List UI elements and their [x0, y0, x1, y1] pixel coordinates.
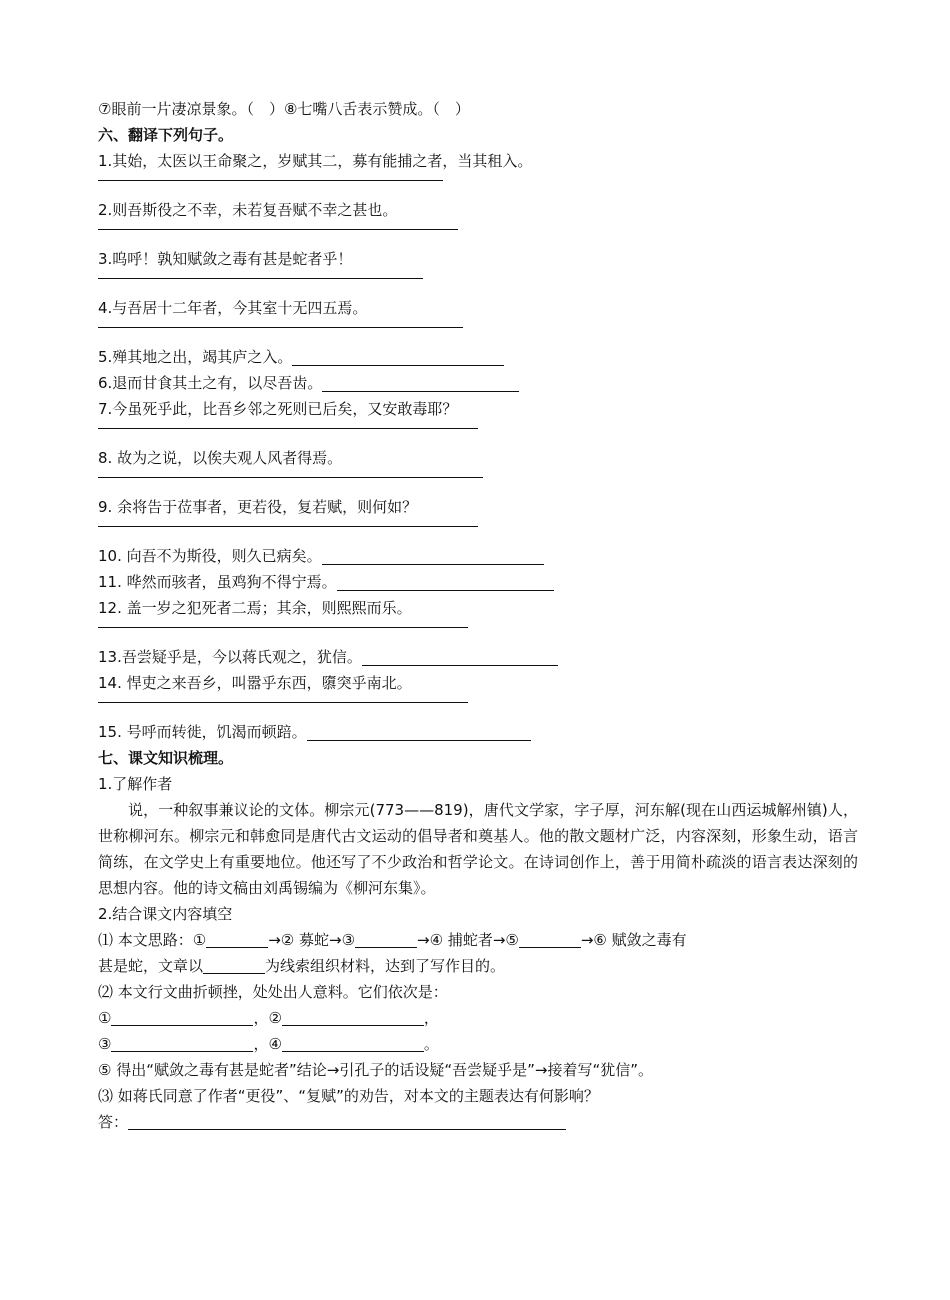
- circle-2: ，②: [253, 1009, 282, 1027]
- answer-line-9[interactable]: [98, 520, 478, 527]
- q1-part-a: ⑴ 本文思路：①: [98, 931, 207, 949]
- q1-part-e: 甚是蛇，文章以: [98, 957, 204, 975]
- fill-blank-twist-2[interactable]: [282, 1010, 424, 1026]
- sentence-11: [98, 569, 858, 595]
- answer-blank-11[interactable]: [337, 574, 554, 591]
- sentence-5: [98, 344, 858, 370]
- answer-row: [98, 1109, 858, 1135]
- choice-item-8: ⑧七嘴八舌表示赞成。（ ）: [283, 100, 470, 118]
- sentence-11-text: 11. 哗然而骇者，虽鸡狗不得宁焉。: [98, 573, 337, 591]
- answer-blank-6[interactable]: [322, 375, 519, 392]
- fill-blank-5[interactable]: [519, 932, 581, 948]
- fill-blank-twist-1[interactable]: [111, 1010, 253, 1026]
- section-6-title: 六、翻译下列句子。: [98, 126, 234, 144]
- fill-blank-clue[interactable]: [203, 958, 265, 974]
- circle-1: ①: [98, 1009, 112, 1027]
- fill-blank-twist-4[interactable]: [282, 1036, 424, 1052]
- answer-line-7[interactable]: [98, 422, 478, 429]
- row-2-period: 。: [423, 1035, 439, 1053]
- sentence-14: 14. 悍吏之来吾乡，叫嚣乎东西，隳突乎南北。: [98, 674, 412, 692]
- answer-blank-10[interactable]: [322, 548, 544, 565]
- question-2-row-1: [98, 1005, 858, 1031]
- subsection-fill: 2.结合课文内容填空: [98, 905, 233, 923]
- sentence-10-text: 10. 向吾不为斯役，则久已病矣。: [98, 547, 322, 565]
- fill-blank-twist-3[interactable]: [111, 1036, 253, 1052]
- sentence-8: 8. 故为之说，以俟夫观人风者得焉。: [98, 449, 343, 467]
- author-paragraph: 说，一种叙事兼议论的文体。柳宗元(773——819)，唐代文学家，字子厚，河东解(现在山西运城解州镇)人，世称柳河东。柳宗元和韩愈同是唐代古文运动的倡导者和奠基人。他的散文题材广泛，内容深刻，形象生动，语言简练，在文学史上有重要地位。他还写了不少政治和哲学论文。在诗词创作上，善于用简朴疏淡的语言表达深刻的思想内容。他的诗文稿由刘禹锡编为《柳河东集》。: [98, 801, 858, 897]
- row-1-comma: ，: [423, 1009, 439, 1027]
- sentence-4: 4.与吾居十二年者，今其室十无四五焉。: [98, 299, 368, 317]
- answer-line-14[interactable]: [98, 696, 468, 703]
- sentence-13-text: 13.吾尝疑乎是，今以蒋氏观之，犹信。: [98, 648, 362, 666]
- sentence-6: [98, 370, 858, 396]
- answer-blank-final[interactable]: [128, 1114, 566, 1130]
- answer-blank-15[interactable]: [307, 724, 531, 741]
- sentence-10: [98, 543, 858, 569]
- question-3: ⑶ 如蒋氏同意了作者“更役”、“复赋”的劝告，对本文的主题表达有何影响？: [98, 1087, 599, 1105]
- q1-part-f: 为线索组织材料，达到了写作目的。: [265, 957, 506, 975]
- sentence-2: 2.则吾斯役之不幸，未若复吾赋不幸之甚也。: [98, 201, 398, 219]
- choice-item-7: ⑦眼前一片凄凉景象。（ ）: [98, 100, 284, 118]
- sentence-3: 3.呜呼！孰知赋敛之毒有甚是蛇者乎！: [98, 250, 353, 268]
- answer-line-1[interactable]: [98, 174, 443, 181]
- sentence-15-text: 15. 号呼而转徙，饥渴而顿踣。: [98, 723, 307, 741]
- choice-line: [98, 96, 858, 122]
- q1-part-c: →④ 捕蛇者→⑤: [417, 931, 519, 949]
- q1-part-b: →② 募蛇→③: [268, 931, 356, 949]
- circle-3: ③: [98, 1035, 112, 1053]
- sentence-7: 7.今虽死乎此，比吾乡邻之死则已后矣，又安敢毒耶？: [98, 400, 458, 418]
- answer-blank-13[interactable]: [362, 649, 558, 666]
- fill-blank-3[interactable]: [355, 932, 417, 948]
- q1-part-d: →⑥ 赋敛之毒有: [580, 931, 687, 949]
- sentence-6-text: 6.退而甘食其土之有，以尽吾齿。: [98, 374, 323, 392]
- answer-line-4[interactable]: [98, 321, 463, 328]
- section-7-title: 七、课文知识梳理。: [98, 749, 234, 767]
- sentence-15: [98, 719, 858, 745]
- sentence-9: 9. 余将告于莅事者，更若役，复若赋，则何如？: [98, 498, 418, 516]
- answer-label: 答：: [98, 1113, 129, 1131]
- answer-line-8[interactable]: [98, 471, 483, 478]
- circle-4: ，④: [253, 1035, 282, 1053]
- fill-blank-1[interactable]: [206, 932, 268, 948]
- worksheet-page: [98, 96, 858, 1135]
- question-2-item-5: ⑤ 得出“赋敛之毒有甚是蛇者”结论→引孔子的话设疑“吾尝疑乎是”→接着写“犹信”。: [98, 1061, 653, 1079]
- subsection-author: 1.了解作者: [98, 775, 173, 793]
- question-2-row-2: [98, 1031, 858, 1057]
- sentence-1: 1.其始，太医以王命聚之，岁赋其二，募有能捕之者，当其租入。: [98, 152, 533, 170]
- sentence-13: [98, 644, 858, 670]
- answer-line-12[interactable]: [98, 621, 468, 628]
- answer-line-2[interactable]: [98, 223, 458, 230]
- question-1-line-1: [98, 927, 858, 953]
- question-1-line-2: [98, 953, 858, 979]
- question-2: ⑵ 本文行文曲折顿挫，处处出人意料。它们依次是：: [98, 983, 448, 1001]
- answer-blank-5[interactable]: [292, 349, 504, 366]
- answer-line-3[interactable]: [98, 272, 423, 279]
- sentence-12: 12. 盖一岁之犯死者二焉；其余，则熙熙而乐。: [98, 599, 412, 617]
- sentence-5-text: 5.殚其地之出，竭其庐之入。: [98, 348, 293, 366]
